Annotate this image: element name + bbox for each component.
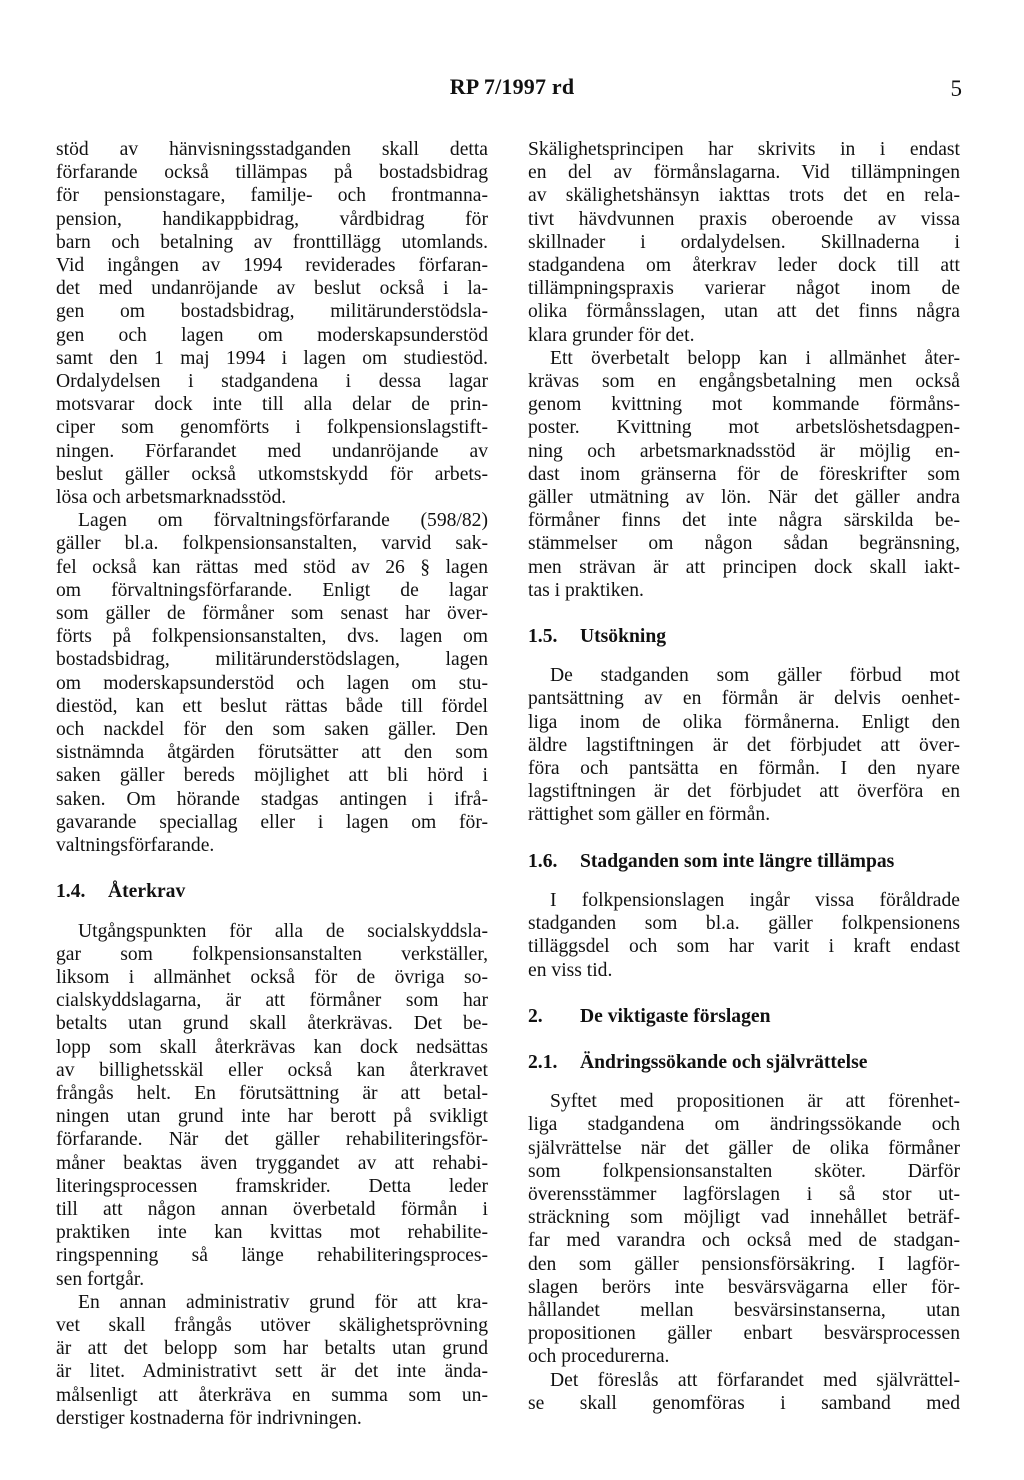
spacer [56, 904, 488, 920]
section-number: 1.4. [56, 881, 86, 903]
section-heading [528, 850, 960, 873]
text-line: se skall genomföras i samband med [528, 1392, 960, 1414]
section-number: 2. [528, 1005, 543, 1027]
text-line: vet skall frångås utöver skälighetsprövning [56, 1314, 488, 1336]
text-line: det med undanröjande av beslut också i la- [56, 278, 488, 300]
text-line: derstiger kostnaderna för indrivningen. [56, 1407, 362, 1429]
text-line: stämmelser om någon sådan begränsning, [528, 533, 960, 555]
text-line: av billighetsskäl eller också kan återkravet [56, 1059, 488, 1081]
text-line: målsenligt att återkräva en summa som un- [56, 1384, 488, 1406]
text-line: förmåner finns det inte några särskilda be- [528, 510, 960, 532]
text-line: praktiken inte kan kvittas mot rehabilite- [56, 1222, 488, 1244]
text-line: stadgandena om återkrav leder dock till att [528, 255, 960, 277]
text-line: gen om bostadsbidrag, militärunderstödsla- [56, 301, 488, 323]
text-line: förfarande. När det gäller rehabiliteringsför- [56, 1129, 488, 1151]
text-line: I folkpensionslagen ingår vissa föråldrade [550, 889, 960, 911]
text-line: och procedurerna. [528, 1346, 670, 1368]
text-line: betalts utan grund skall återkrävas. Det be- [56, 1013, 488, 1035]
text-line: Utgångspunkten för alla de socialskyddsla- [78, 920, 488, 942]
spacer [528, 827, 960, 850]
text-line: den som gäller pensionsförsäkring. I lagför- [528, 1253, 960, 1275]
text-line: gen och lagen om moderskapsunderstöd [56, 324, 488, 346]
text-line: literingsprocessen framskrider. Detta leder [56, 1175, 488, 1197]
text-line: till att någon annan överbetald förmån i [56, 1198, 488, 1220]
text-line: ringspenning så länge rehabiliteringsproces- [56, 1245, 488, 1267]
spacer [528, 873, 960, 889]
text-line: gäller utmätning av lön. När det gäller andra [528, 487, 960, 509]
text-line: ningen utan grund inte har berott på svikligt [56, 1106, 488, 1128]
text-line: stadganden som bl.a. gäller folkpensionens [528, 913, 960, 935]
section-title: Stadganden som inte längre tillämpas [580, 850, 895, 872]
text-line: liksom i allmänhet också för de övriga so- [56, 966, 488, 988]
text-line: om moderskapsunderstöd och lagen om stu- [56, 672, 488, 694]
text-line: saken gäller bereds möjlighet att bli hörd i [56, 765, 488, 787]
text-line: tivt hävdvunnen praxis oberoende av vissa [528, 208, 960, 230]
text-line: som folkpensionsanstalten sköter. Därför [528, 1160, 960, 1182]
text-line: Syftet med propositionen är att förenhet- [550, 1091, 960, 1113]
text-line: Ett överbetalt belopp kan i allmänhet åter- [550, 347, 960, 369]
section-heading [56, 880, 488, 903]
text-line: motsvarar dock inte till alla delar de prin- [56, 394, 488, 416]
text-line: genom kvittning mot kommande förmåns- [528, 394, 960, 416]
text-line: måner beaktas även tryggandet av att rehabi- [56, 1152, 488, 1174]
section-number: 1.5. [528, 626, 558, 648]
text-line: lagstiftningen är det förbjudet att överföra en [528, 781, 960, 803]
spacer [528, 982, 960, 1005]
text-line: lösa och arbetsmarknadsstöd. [56, 487, 287, 509]
text-line: fel också kan rättas med stöd av 26 § lagen [56, 556, 488, 578]
text-line: valtningsförfarande. [56, 835, 215, 857]
text-line: Skälighetsprincipen har skrivits in i endast [528, 139, 960, 160]
text-line: En annan administrativ grund för att kra- [78, 1291, 488, 1313]
text-line: av skälighetshänsyn iakttas trots det en rela- [528, 185, 960, 207]
text-line: beslut gäller också utkomstskydd för arbets- [56, 463, 488, 485]
text-line: Ordalydelsen i stadgandena i dessa lagar [56, 371, 488, 393]
text-line: ciper som genomförts i folkpensionslagstift- [56, 417, 488, 439]
text-line: skillnader i ordalydelsen. Skillnaderna i [528, 231, 960, 253]
section-heading [528, 1051, 960, 1074]
text-line: propositionen gäller enbart besvärsprocessen [528, 1323, 960, 1345]
text-line: liga stadgandena om ändringssökande och [528, 1114, 960, 1136]
text-line: De stadganden som gäller förbud mot [550, 665, 960, 687]
text-line: gavarande speciallag eller i lagen om för- [56, 811, 488, 833]
text-line: tillämpningspraxis varierar något inom de [528, 278, 960, 300]
left-column [56, 138, 488, 1430]
page-number: 5 [950, 76, 962, 101]
text-line: sistnämnda åtgärden förutsätter att den som [56, 742, 488, 764]
text-line: pantsättning av en förmån är delvis oenhet- [528, 688, 960, 710]
text-line: ningen. Förfarandet med undanröjande av [56, 440, 488, 462]
text-line: förts på folkpensionsanstalten, dvs. lagen om [56, 626, 488, 648]
text-line: samt den 1 maj 1994 i lagen om studiestöd. [56, 347, 488, 369]
text-line: tilläggsdel och som har varit i kraft endast [528, 936, 960, 958]
text-line: äldre lagstiftningen är det förbjudet att över- [528, 734, 960, 756]
text-line: liga inom de olika förmånerna. Enligt den [528, 711, 960, 733]
section-heading [528, 625, 960, 648]
text-line: saken. Om hörande stadgas antingen i ifrå- [56, 788, 488, 810]
text-line: sträckning som möjligt vad innehållet beträf- [528, 1207, 960, 1229]
text-line: självrättelse när det gäller de olika förmåner [528, 1137, 960, 1159]
text-line: en viss tid. [528, 959, 613, 981]
text-line: rättighet som gäller en förmån. [528, 804, 771, 826]
spacer [528, 1074, 960, 1090]
text-line: bostadsbidrag, militärunderstödslagen, lagen [56, 649, 488, 671]
text-line: olika förmånsslagen, utan att det finns några [528, 301, 960, 323]
text-line: Lagen om förvaltningsförfarande (598/82) [78, 510, 488, 532]
running-header: RP 7/1997 rd [449, 74, 575, 99]
text-line: om förvaltningsförfarande. Enligt de lagar [56, 579, 488, 601]
section-title: Utsökning [580, 626, 667, 648]
text-line: men strävan är att principen dock skall iakt- [528, 556, 960, 578]
section-title: Återkrav [108, 881, 186, 903]
text-line: föra och pantsätta en förmån. I den nyare [528, 758, 960, 780]
text-line: hållandet mellan besvärsinstanserna, utan [528, 1299, 960, 1321]
text-line: och nackdel för den som saken gäller. Den [56, 719, 488, 741]
text-line: en del av förmånslagarna. Vid tillämpningen [528, 162, 960, 184]
text-line: är litet. Administrativt sett är det inte ända- [56, 1361, 488, 1383]
section-title: De viktigaste förslagen [580, 1005, 771, 1027]
spacer [528, 648, 960, 664]
text-line: slagen berörs inte besvärsvägarna eller för- [528, 1276, 960, 1298]
text-line: klara grunder för det. [528, 324, 695, 346]
section-heading [528, 1005, 960, 1028]
text-line: cialskyddslagarna, är att förmåner som har [56, 990, 488, 1012]
section-number: 2.1. [528, 1051, 558, 1073]
text-line: tas i praktiken. [528, 579, 644, 601]
text-line: sen fortgår. [56, 1268, 145, 1290]
text-line: förfarande också tillämpas på bostadsbidrag [56, 162, 488, 184]
right-column [528, 138, 960, 1415]
spacer [528, 602, 960, 625]
text-line: barn och betalning av fronttillägg utomlands. [56, 231, 488, 253]
text-line: far med varandra och också med de stadgan- [528, 1230, 960, 1252]
text-line: Vid ingången av 1994 reviderades förfaran- [56, 255, 488, 277]
text-line: är att det belopp som har betalts utan grund [56, 1338, 488, 1360]
spacer [528, 1028, 960, 1051]
text-line: som gäller de förmåner som senast har över- [56, 603, 488, 625]
text-line: stöd av hänvisningsstadganden skall detta [56, 139, 488, 160]
section-number: 1.6. [528, 850, 558, 872]
text-line: gäller bl.a. folkpensionsanstalten, varvid sak- [56, 533, 488, 555]
text-line: gar som folkpensionsanstalten verkställer, [56, 943, 488, 965]
text-line: överensstämmer lagförslagen i så stor ut- [528, 1183, 960, 1205]
section-title: Ändringssökande och självrättelse [580, 1051, 868, 1073]
spacer [56, 857, 488, 880]
text-line: poster. Kvittning mot arbetslöshetsdagpen- [528, 417, 960, 439]
text-line: pension, handikappbidrag, vårdbidrag för [56, 208, 488, 230]
text-line: för pensionstagare, familje- och frontmanna- [56, 185, 488, 207]
text-line: dast inom gränserna för de föreskrifter som [528, 463, 960, 485]
text-line: ning och arbetsmarknadsstöd är möjlig en- [528, 440, 960, 462]
text-line: frångås helt. En förutsättning är att betal- [56, 1082, 488, 1104]
text-line: lopp som skall återkrävas kan dock nedsättas [56, 1036, 488, 1058]
text-line: diestöd, kan ett beslut rättas både till fördel [56, 695, 488, 717]
text-line: krävas som en engångsbetalning men också [528, 371, 960, 393]
text-line: Det föreslås att förfarandet med självrättel- [550, 1369, 960, 1391]
